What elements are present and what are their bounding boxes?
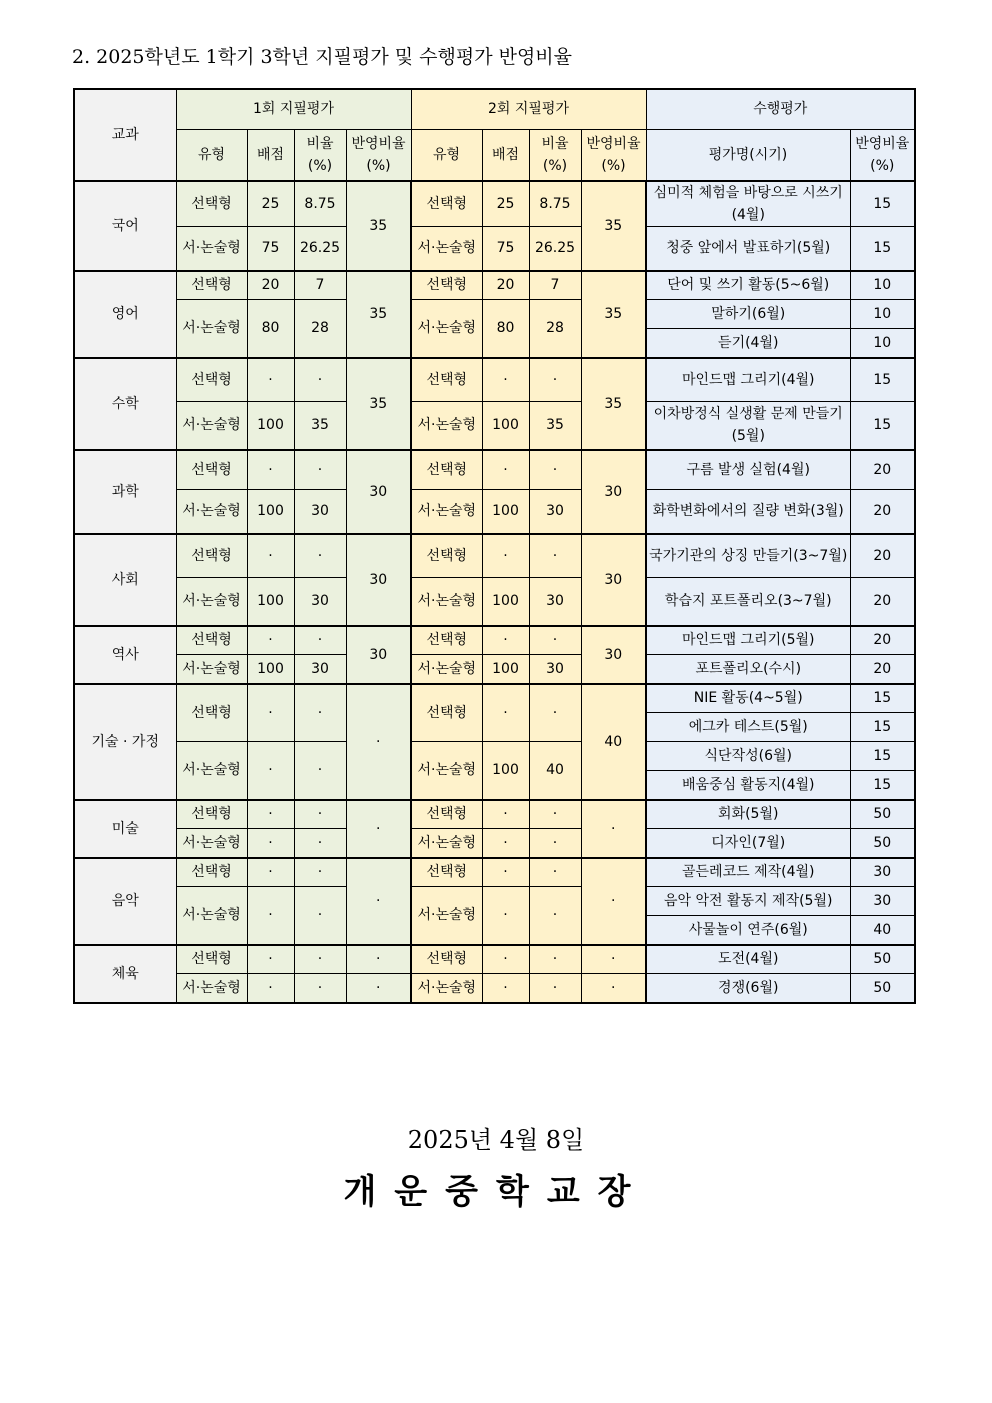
exam2-weight: · [581,945,646,974]
exam2-score: · [482,450,529,490]
perf-item-name: 단어 및 쓰기 활동(5~6월) [646,271,850,300]
perf-item-weight: 20 [850,450,915,490]
exam2-score: 80 [482,300,529,358]
exam1-score: · [247,450,294,490]
exam1-type: 선택형 [176,945,247,974]
perf-item-weight: 15 [850,771,915,800]
exam2-type: 서·논술형 [411,227,482,271]
exam1-type: 선택형 [176,534,247,578]
exam1-score: · [247,800,294,829]
exam1-weight: 30 [346,626,411,684]
perf-item-name: 화학변화에서의 질량 변화(3월) [646,490,850,534]
perf-item-weight: 10 [850,271,915,300]
exam1-ratio: · [294,945,346,974]
exam1-ratio: · [294,887,346,945]
perf-item-name: 식단작성(6월) [646,742,850,771]
header-score: 배점 [247,129,294,181]
perf-item-name: 배움중심 활동지(4월) [646,771,850,800]
exam2-score: · [482,887,529,945]
exam1-score: 25 [247,181,294,227]
exam1-type: 서·논술형 [176,974,247,1003]
perf-item-weight: 50 [850,800,915,829]
exam2-type: 선택형 [411,800,482,829]
table-body [74,181,915,1003]
exam2-type: 선택형 [411,358,482,402]
exam1-ratio: 30 [294,490,346,534]
exam2-ratio: · [529,974,581,1003]
exam1-ratio: · [294,626,346,655]
perf-item-name: 심미적 체험을 바탕으로 시쓰기(4월) [646,181,850,227]
exam1-score: · [247,858,294,887]
header-perf-weight: 반영비율 (%) [850,129,915,181]
exam2-type: 서·논술형 [411,578,482,626]
exam2-ratio: 8.75 [529,181,581,227]
header-ratio: 비율 (%) [294,129,346,181]
exam1-type: 서·논술형 [176,655,247,684]
header-type: 유형 [411,129,482,181]
exam2-type: 서·논술형 [411,742,482,800]
perf-item-name: 포트폴리오(수시) [646,655,850,684]
exam1-weight: 35 [346,181,411,271]
perf-item-weight: 10 [850,300,915,329]
exam1-ratio: 30 [294,578,346,626]
exam2-type: 서·논술형 [411,402,482,450]
table-row [74,181,915,227]
exam2-score: · [482,829,529,858]
exam1-ratio: 35 [294,402,346,450]
header-perf-name: 평가명(시기) [646,129,850,181]
exam2-type: 선택형 [411,271,482,300]
exam1-type: 서·논술형 [176,887,247,945]
header-type: 유형 [176,129,247,181]
header-subject: 교과 [74,89,176,181]
perf-item-name: 사물놀이 연주(6월) [646,916,850,945]
subject-name: 체육 [74,945,176,1003]
perf-item-name: 말하기(6월) [646,300,850,329]
exam2-weight: · [581,974,646,1003]
perf-item-name: 음악 악전 활동지 제작(5월) [646,887,850,916]
subject-name: 기술 · 가정 [74,684,176,800]
subject-name: 국어 [74,181,176,271]
subject-name: 수학 [74,358,176,450]
exam1-ratio: · [294,829,346,858]
exam2-score: · [482,800,529,829]
exam1-weight: 30 [346,534,411,626]
table-row [74,300,915,329]
exam1-ratio: · [294,684,346,742]
perf-item-name: 청중 앞에서 발표하기(5월) [646,227,850,271]
exam2-weight: · [581,800,646,858]
exam1-score: 100 [247,490,294,534]
exam1-ratio: 7 [294,271,346,300]
perf-item-name: 구름 발생 실험(4월) [646,450,850,490]
subject-name: 과학 [74,450,176,534]
exam2-score: · [482,945,529,974]
exam1-weight: 35 [346,271,411,358]
exam1-score: · [247,829,294,858]
table-row [74,271,915,300]
exam2-ratio: 28 [529,300,581,358]
perf-item-weight: 50 [850,829,915,858]
exam1-ratio: · [294,742,346,800]
exam2-ratio: 30 [529,490,581,534]
exam2-weight: 30 [581,534,646,626]
exam2-score: · [482,358,529,402]
perf-item-name: 마인드맵 그리기(4월) [646,358,850,402]
exam1-score: 75 [247,227,294,271]
document-date: 2025년 4월 8일 [407,1126,585,1154]
exam1-type: 선택형 [176,858,247,887]
exam2-score: · [482,974,529,1003]
exam2-weight: · [581,858,646,945]
exam1-type: 선택형 [176,450,247,490]
exam1-ratio: · [294,534,346,578]
exam2-weight: 35 [581,181,646,271]
exam2-type: 선택형 [411,181,482,227]
perf-item-name: 골든레코드 제작(4월) [646,858,850,887]
exam1-type: 선택형 [176,181,247,227]
perf-item-weight: 15 [850,402,915,450]
perf-item-weight: 15 [850,742,915,771]
table-header [74,89,915,181]
perf-item-weight: 50 [850,974,915,1003]
perf-item-name: 경쟁(6월) [646,974,850,1003]
exam1-ratio: 30 [294,655,346,684]
exam1-type: 서·논술형 [176,829,247,858]
exam1-weight: 30 [346,450,411,534]
perf-item-weight: 20 [850,578,915,626]
exam2-type: 선택형 [411,684,482,742]
principal-signature: 개운중학교장 [343,1172,649,1212]
perf-item-weight: 50 [850,945,915,974]
exam2-ratio: 35 [529,402,581,450]
perf-item-name: 이차방정식 실생활 문제 만들기(5월) [646,402,850,450]
exam2-ratio: · [529,534,581,578]
table-row [74,578,915,626]
table-row [74,450,915,490]
exam1-ratio: · [294,800,346,829]
exam1-score: · [247,626,294,655]
perf-item-name: 국가기관의 상징 만들기(3~7월) [646,534,850,578]
exam1-weight: · [346,684,411,800]
exam2-ratio: 30 [529,655,581,684]
exam2-weight: 35 [581,271,646,358]
exam2-ratio: · [529,358,581,402]
subject-name: 음악 [74,858,176,945]
exam1-type: 서·논술형 [176,402,247,450]
perf-item-weight: 15 [850,358,915,402]
exam2-ratio: 7 [529,271,581,300]
exam2-type: 서·논술형 [411,300,482,358]
section-heading: 2. 2025학년도 1학기 3학년 지필평가 및 수행평가 반영비율 [72,46,573,68]
exam2-ratio: · [529,829,581,858]
exam2-ratio: 26.25 [529,227,581,271]
exam1-ratio: · [294,858,346,887]
exam2-score: · [482,626,529,655]
exam1-score: 80 [247,300,294,358]
exam2-ratio: · [529,858,581,887]
exam1-score: · [247,945,294,974]
exam2-ratio: · [529,684,581,742]
exam2-score: 100 [482,742,529,800]
exam1-type: 선택형 [176,358,247,402]
header-weight: 반영비율 (%) [581,129,646,181]
perf-item-weight: 20 [850,490,915,534]
exam1-ratio: · [294,974,346,1003]
perf-item-name: 학습지 포트폴리오(3~7월) [646,578,850,626]
table-row [74,402,915,450]
perf-item-name: 디자인(7월) [646,829,850,858]
exam1-type: 서·논술형 [176,227,247,271]
exam1-score: · [247,887,294,945]
perf-item-weight: 30 [850,887,915,916]
table-row [74,358,915,402]
perf-item-name: 회화(5월) [646,800,850,829]
exam2-score: 100 [482,402,529,450]
exam2-type: 서·논술형 [411,829,482,858]
table-row [74,742,915,771]
exam1-score: 100 [247,578,294,626]
table-row [74,800,915,829]
table-row [74,974,915,1003]
evaluation-ratio-table [73,88,916,1004]
table-row [74,227,915,271]
exam2-ratio: · [529,945,581,974]
exam1-score: 20 [247,271,294,300]
perf-item-weight: 20 [850,655,915,684]
exam1-weight: · [346,800,411,858]
exam2-type: 서·논술형 [411,887,482,945]
exam2-type: 선택형 [411,945,482,974]
subject-name: 역사 [74,626,176,684]
exam2-type: 선택형 [411,858,482,887]
exam1-score: · [247,974,294,1003]
exam2-ratio: · [529,450,581,490]
perf-item-weight: 15 [850,684,915,713]
exam1-ratio: 26.25 [294,227,346,271]
exam1-type: 선택형 [176,626,247,655]
perf-item-name: 듣기(4월) [646,329,850,358]
header-exam2: 2회 지필평가 [411,89,646,129]
perf-item-name: 에그카 테스트(5월) [646,713,850,742]
exam1-ratio: 28 [294,300,346,358]
table-row [74,534,915,578]
exam2-score: 100 [482,578,529,626]
table-row [74,887,915,916]
header-weight: 반영비율 (%) [346,129,411,181]
exam2-type: 서·논술형 [411,490,482,534]
table-row [74,626,915,655]
exam2-type: 선택형 [411,450,482,490]
subject-name: 영어 [74,271,176,358]
exam1-ratio: · [294,358,346,402]
exam1-type: 선택형 [176,684,247,742]
exam2-ratio: 40 [529,742,581,800]
exam2-type: 선택형 [411,534,482,578]
exam2-type: 선택형 [411,626,482,655]
exam2-ratio: · [529,887,581,945]
perf-item-weight: 20 [850,534,915,578]
exam2-score: 25 [482,181,529,227]
exam2-type: 서·논술형 [411,655,482,684]
table-row [74,490,915,534]
exam1-type: 선택형 [176,271,247,300]
exam2-score: · [482,534,529,578]
exam2-score: · [482,858,529,887]
perf-item-weight: 30 [850,858,915,887]
perf-item-weight: 40 [850,916,915,945]
exam1-score: · [247,742,294,800]
exam2-type: 서·논술형 [411,974,482,1003]
exam2-score: · [482,684,529,742]
exam1-type: 서·논술형 [176,300,247,358]
exam1-weight: · [346,858,411,945]
exam1-ratio: 8.75 [294,181,346,227]
header-score: 배점 [482,129,529,181]
exam2-score: 100 [482,490,529,534]
exam2-weight: 30 [581,626,646,684]
exam1-type: 서·논술형 [176,578,247,626]
exam2-ratio: · [529,626,581,655]
perf-item-name: NIE 활동(4~5월) [646,684,850,713]
exam2-ratio: 30 [529,578,581,626]
subject-name: 사회 [74,534,176,626]
header-perf: 수행평가 [646,89,915,129]
exam2-weight: 35 [581,358,646,450]
table-row [74,945,915,974]
table-row [74,829,915,858]
exam2-weight: 40 [581,684,646,800]
exam2-score: 75 [482,227,529,271]
exam1-score: 100 [247,402,294,450]
exam1-type: 서·논술형 [176,490,247,534]
table-row [74,858,915,887]
table-row [74,684,915,713]
exam1-ratio: · [294,450,346,490]
perf-item-weight: 10 [850,329,915,358]
perf-item-weight: 20 [850,626,915,655]
subject-name: 미술 [74,800,176,858]
exam1-weight: · [346,945,411,974]
exam1-score: · [247,684,294,742]
perf-item-weight: 15 [850,181,915,227]
exam1-score: · [247,358,294,402]
header-exam1: 1회 지필평가 [176,89,411,129]
perf-item-name: 마인드맵 그리기(5월) [646,626,850,655]
header-ratio: 비율 (%) [529,129,581,181]
exam2-score: 100 [482,655,529,684]
perf-item-name: 도전(4월) [646,945,850,974]
perf-item-weight: 15 [850,713,915,742]
exam2-ratio: · [529,800,581,829]
perf-item-weight: 15 [850,227,915,271]
exam1-type: 선택형 [176,800,247,829]
exam1-weight: · [346,974,411,1003]
table-row [74,655,915,684]
exam1-type: 서·논술형 [176,742,247,800]
exam1-score: 100 [247,655,294,684]
exam1-weight: 35 [346,358,411,450]
exam2-weight: 30 [581,450,646,534]
exam1-score: · [247,534,294,578]
exam2-score: 20 [482,271,529,300]
